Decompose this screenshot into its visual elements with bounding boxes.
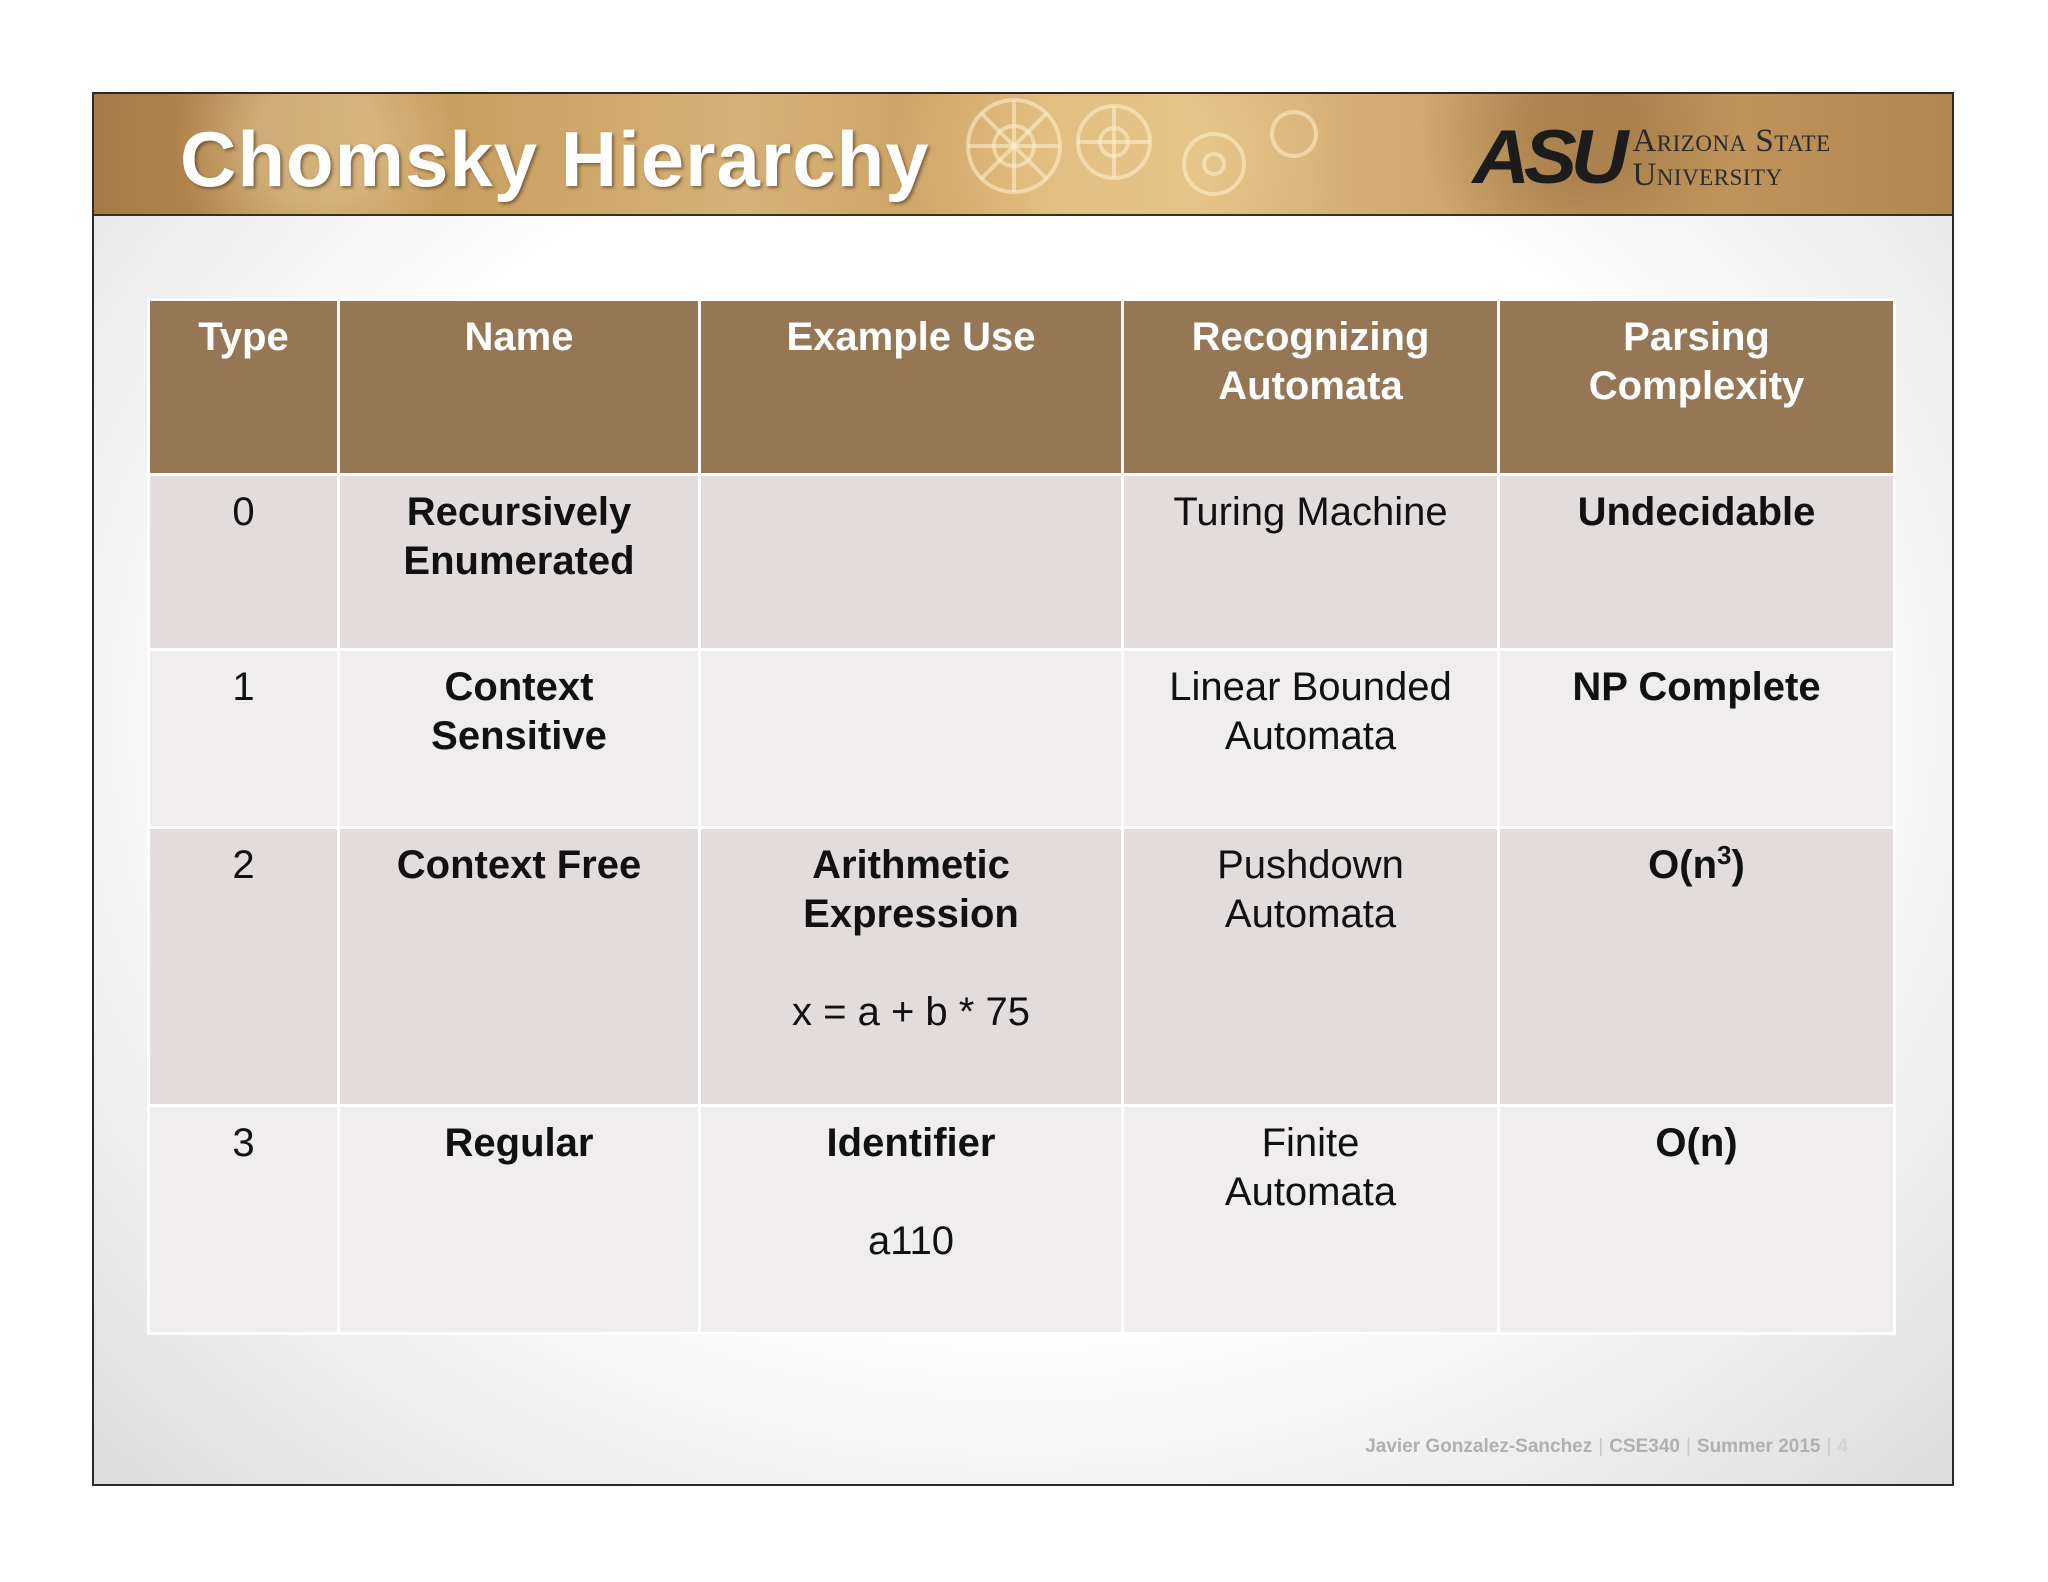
cell-name: Regular — [339, 1106, 700, 1334]
asu-logo-line1: Arizona State — [1632, 123, 1831, 159]
cell-complexity: NP Complete — [1499, 650, 1895, 828]
cell-name: Context Free — [339, 828, 700, 1106]
cell-name: Recursively Enumerated — [339, 475, 700, 650]
cell-complexity: Undecidable — [1499, 475, 1895, 650]
cell-complexity: O(n) — [1499, 1106, 1895, 1334]
header-parsing-complexity: Parsing Complexity — [1499, 300, 1895, 475]
footer-page-number: 4 — [1837, 1436, 1848, 1457]
footer-term: Summer 2015 — [1696, 1436, 1821, 1457]
table-row — [149, 1106, 1895, 1334]
example-sample: x = a + b * 75 — [792, 990, 1030, 1034]
cell-example: Arithmetic Expression x = a + b * 75 — [700, 828, 1123, 1106]
gears-decoration-icon — [914, 94, 1334, 214]
table-row — [149, 475, 1895, 650]
title-banner — [94, 94, 1952, 216]
cell-type: 3 — [149, 1106, 339, 1334]
slide — [92, 92, 1954, 1486]
cell-type: 1 — [149, 650, 339, 828]
slide-title: Chomsky Hierarchy — [180, 115, 930, 203]
cell-example — [700, 650, 1123, 828]
cell-automata: Linear Bounded Automata — [1123, 650, 1499, 828]
chomsky-table — [147, 298, 1893, 1335]
slide-footer: Javier Gonzalez-Sanchez | CSE340 | Summer 2015 | 4 — [1365, 1436, 1848, 1457]
table-header-row — [149, 300, 1895, 475]
cell-automata: Finite Automata — [1123, 1106, 1499, 1334]
cell-automata: Pushdown Automata — [1123, 828, 1499, 1106]
header-recognizing-automata: Recognizing Automata — [1123, 300, 1499, 475]
cell-name: Context Sensitive — [339, 650, 700, 828]
asu-logo-text — [1632, 124, 1830, 192]
cell-example — [700, 475, 1123, 650]
header-example-use: Example Use — [700, 300, 1123, 475]
footer-course: CSE340 — [1609, 1436, 1680, 1457]
asu-logo-mark: ASU — [1472, 115, 1623, 200]
table-row — [149, 650, 1895, 828]
asu-logo — [1472, 115, 1831, 200]
cell-complexity: $O(n^3)$ — [1499, 828, 1895, 1106]
footer-author: Javier Gonzalez-Sanchez — [1365, 1436, 1593, 1457]
cell-type: 2 — [149, 828, 339, 1106]
cell-automata: Turing Machine — [1123, 475, 1499, 650]
example-sample: a110 — [867, 1219, 954, 1263]
asu-logo-line2: University — [1632, 157, 1783, 193]
table-row — [149, 828, 1895, 1106]
header-type: Type — [149, 300, 339, 475]
header-name: Name — [339, 300, 700, 475]
cell-type: 0 — [149, 475, 339, 650]
cell-example: Identifier a110 — [700, 1106, 1123, 1334]
